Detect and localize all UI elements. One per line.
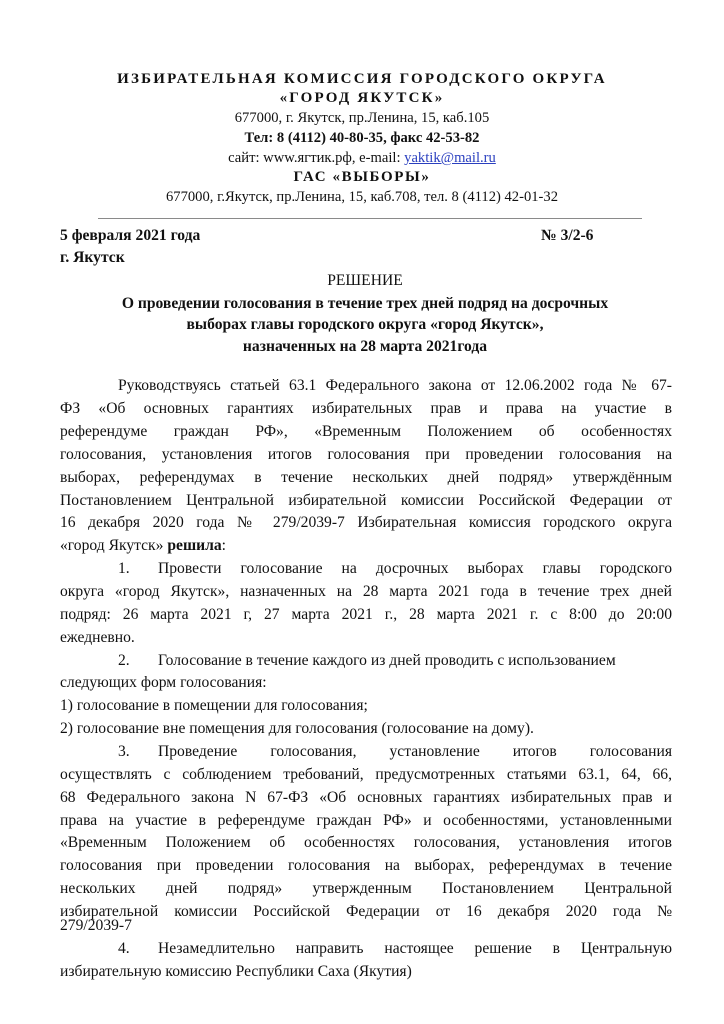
preamble-line: 16 декабря 2020 года № 279/2039-7 Избирательная комиссия городского округа	[60, 514, 672, 531]
org-contacts	[0, 149, 724, 167]
org-name-line2: «ГОРОД ЯКУТСК»	[279, 90, 445, 106]
document-heading: РЕШЕНИЕ	[327, 272, 403, 289]
item-number: 1.	[118, 560, 130, 577]
item-2-line	[118, 652, 616, 670]
item-2-line: следующих форм голосования:	[60, 674, 267, 691]
item-3-line: права на участие в референдуме граждан РФ» и особенностями, установленными	[60, 812, 672, 829]
item-3-line: избирательной комиссии Российской Федерации от 16 декабря 2020 года №	[60, 903, 672, 920]
item-4-line	[118, 940, 672, 958]
item-1-line	[118, 560, 672, 578]
document-date: 5 февраля 2021 года	[60, 227, 201, 244]
preamble-line: голосования, установления итогов голосования при проведении голосования на	[60, 446, 672, 463]
item-4-line: избирательную комиссию Республики Саха (Якутия)	[60, 963, 412, 980]
item-text: Проведение голосования, установление итогов голосования	[158, 743, 672, 760]
item-3-line: «Временным Положением об особенностях голосования, установления итогов	[60, 834, 672, 851]
org-name-line1: ИЗБИРАТЕЛЬНАЯ КОМИССИЯ ГОРОДСКОГО ОКРУГА	[117, 71, 607, 87]
item-text: Провести голосование на досрочных выборах главы городского	[158, 560, 672, 577]
item-number: 2.	[118, 652, 130, 669]
item-2-subitem-2: 2) голосование вне помещения для голосования (голосование на дому).	[60, 720, 534, 737]
org-address: 677000, г. Якутск, пр.Ленина, 15, каб.105	[234, 110, 490, 126]
item-3-line: голосования при проведении голосования на выборах, референдумах в течение	[60, 857, 672, 874]
item-2-subitem-1: 1) голосование в помещении для голосования;	[60, 697, 368, 714]
org-phone: Тел: 8 (4112) 40-80-35, факс 42-53-82	[244, 130, 480, 146]
preamble-line: референдуме граждан РФ», «Временным Положением об особенностях	[60, 423, 672, 440]
preamble-line: Постановлением Центральной избирательной комиссии Российской Федерации от	[60, 492, 672, 509]
preamble-line: ФЗ «Об основных гарантиях избирательных прав и права на участие в	[60, 400, 672, 417]
item-number: 3.	[118, 743, 130, 760]
subject-line-2: выборах главы городского округа «город Якутск»,	[186, 316, 544, 333]
item-text: Незамедлительно направить настоящее решение в Центральную	[158, 940, 672, 957]
subject-line-3: назначенных на 28 марта 2021года	[242, 338, 488, 355]
gas-title: ГАС «ВЫБОРЫ»	[293, 169, 431, 185]
item-3-line: осуществлять с соблюдением требований, предусмотренных статьями 63.1, 64, 66,	[60, 766, 672, 783]
header-divider	[98, 218, 642, 219]
item-number: 4.	[118, 940, 130, 957]
item-3-line	[118, 743, 672, 761]
item-text: Голосование в течение каждого из дней проводить с использованием	[158, 652, 616, 669]
decided-colon: :	[221, 537, 226, 554]
item-1-line: округа «город Якутск», назначенных на 28 марта 2021 года в течение трех дней	[60, 583, 672, 600]
item-1-line: подряд: 26 марта 2021 г, 27 марта 2021 г., 28 марта 2021 г. с 8:00 до 20:00	[60, 606, 672, 623]
item-3-line: 279/2039-7	[60, 917, 132, 934]
document-city: г. Якутск	[60, 249, 125, 266]
document-number: № 3/2-6	[541, 227, 594, 244]
item-3-line: 68 Федерального закона N 67-ФЗ «Об основных гарантиях избирательных прав и	[60, 789, 672, 806]
preamble-line: выборах, референдумах в течение нескольких дней подряд» утверждённым	[60, 469, 672, 486]
item-3-line: нескольких дней подряд» утвержденным Постановлением Центральной	[60, 880, 672, 897]
preamble-tail	[60, 537, 226, 555]
preamble-tail-text: «город Якутск»	[60, 537, 168, 554]
subject-line-1: О проведении голосования в течение трех дней подряд на досрочных	[121, 295, 609, 312]
preamble-line: Руководствуясь статьей 63.1 Федерального закона от 12.06.2002 года № 67-	[118, 377, 672, 394]
item-1-line: ежедневно.	[60, 629, 135, 646]
decided-keyword: решила	[167, 537, 222, 554]
gas-address: 677000, г.Якутск, пр.Ленина, 15, каб.708, тел. 8 (4112) 42-01-32	[165, 189, 559, 205]
email-link[interactable]: yaktik@mail.ru	[404, 150, 496, 166]
site-label: сайт: www.ягтик.рф, e-mail:	[228, 150, 405, 166]
